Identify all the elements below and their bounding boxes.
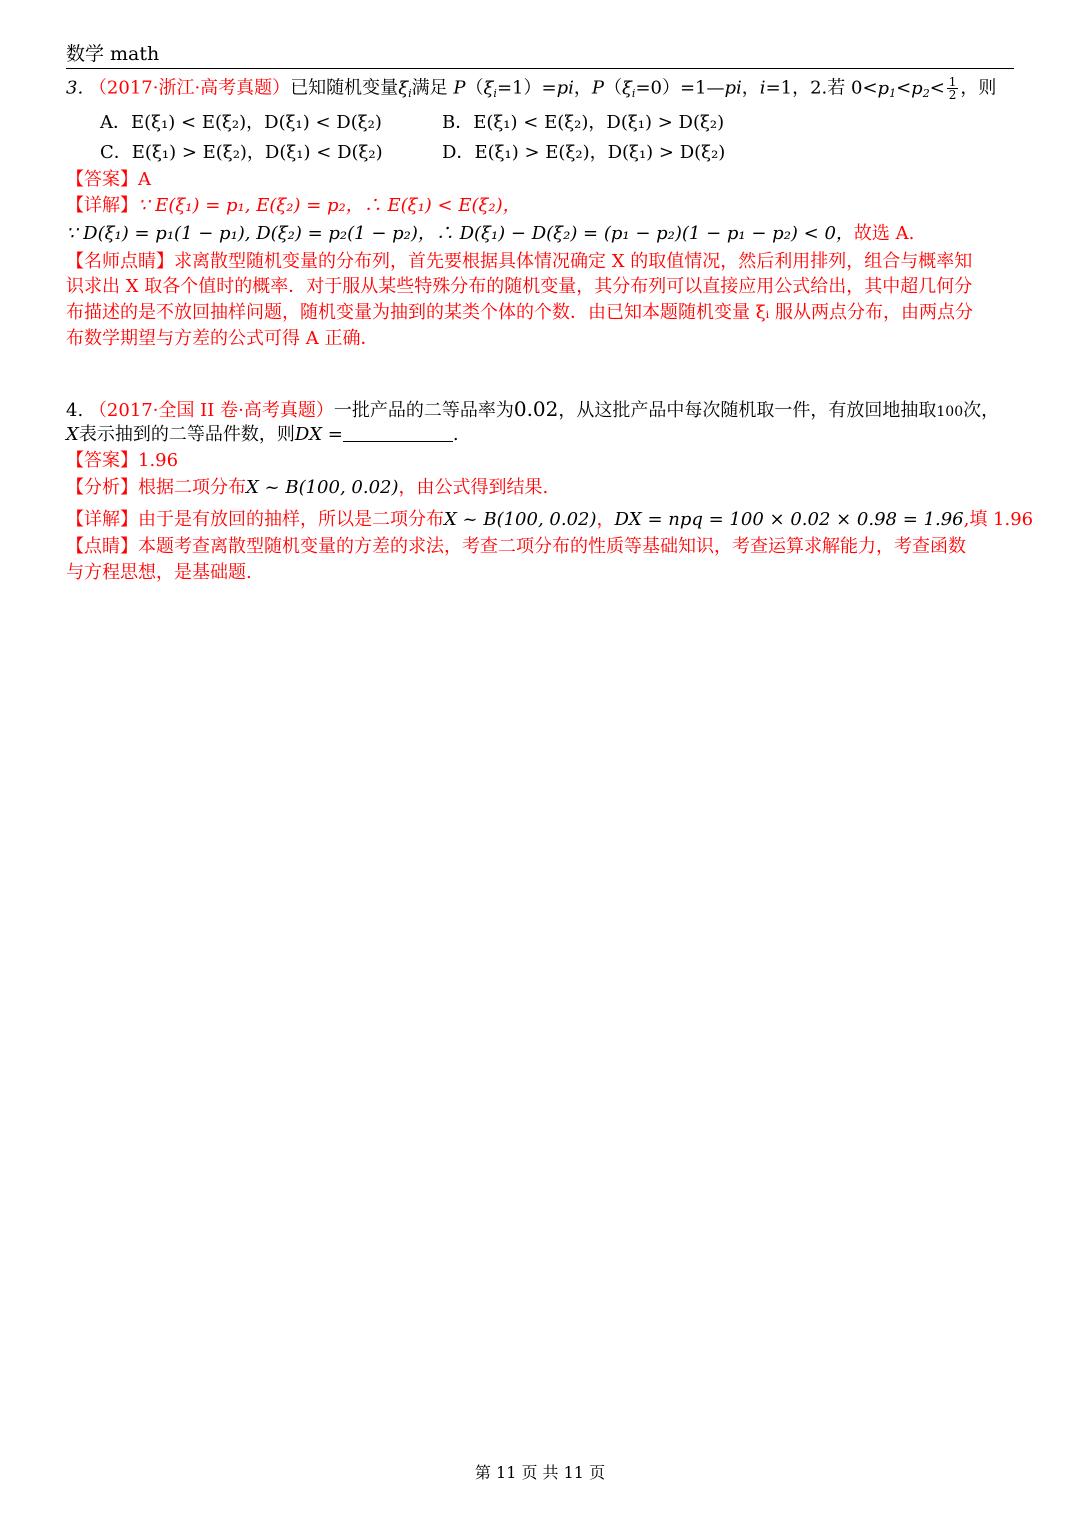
q3-option-c: [100, 141, 383, 165]
q3-stem-var: pi: [556, 77, 574, 99]
tip-text: 求离散型随机变量的分布列，首先要根据具体情况确定 X 的取值情况，然后利用排列，组合与概率知: [174, 251, 973, 272]
q3-stem-var: pi: [724, 77, 742, 99]
q3-stem-text: =0）=1—: [635, 77, 725, 99]
q3-xi-symbol: $\xi_i$: [621, 77, 636, 100]
detail-text: ,填 1.96: [963, 509, 1034, 530]
q3-p1: $p_1$: [877, 77, 897, 100]
q3-xi-symbol: $\xi_i$: [398, 77, 412, 100]
q3-fraction: [947, 76, 959, 101]
q4-stem-line1: [66, 397, 1021, 424]
q3-detail-line2: [66, 222, 1021, 246]
q4-source: （2017·全国 II 卷·高考真题）: [88, 400, 334, 421]
q4-stem-text: 次，: [963, 400, 1000, 421]
q3-stem-text: <: [929, 77, 945, 99]
q3-detail: [66, 194, 1021, 218]
q4-stem-line2: [66, 423, 1021, 447]
q4-stem-text: 一批产品的二等品率为: [333, 400, 514, 421]
q4-tip-line1: [66, 535, 1021, 559]
answer-value: 1.96: [138, 450, 179, 471]
q3-answer: [66, 168, 1021, 192]
q3-stem-text: =1）=: [496, 77, 557, 99]
tip-text: 布数学期望与方差的公式可得 A 正确．: [66, 328, 379, 349]
q4-stem-number: 0.02: [513, 397, 559, 421]
q3-tip-line2: [66, 275, 1021, 299]
q3-tip-line4: [66, 327, 1021, 351]
q4-number: 4.: [66, 400, 84, 421]
header-title: 数学 math: [66, 43, 160, 65]
q4-stem-number: 100: [936, 404, 964, 420]
option-label: C．: [100, 142, 132, 163]
detail-math: X ~ B(100, 0.02): [444, 509, 597, 530]
q3-stem-text: =1，2.若 0<: [765, 77, 878, 99]
answer-value: A: [138, 169, 151, 190]
tip-text: 与方程思想，是基础题.: [66, 562, 252, 583]
answer-label: 【答案】: [66, 169, 138, 190]
detail-text: ，: [596, 509, 615, 530]
option-text: E(ξ₁) < E(ξ₂)，D(ξ₁) > D(ξ₂): [473, 112, 725, 133]
q3-stem-text: （: [603, 77, 622, 99]
option-text: E(ξ₁) < E(ξ₂)，D(ξ₁) < D(ξ₂): [131, 112, 382, 133]
q3-number: 3.: [66, 77, 84, 99]
tip-text: 本题考查离散型随机变量的方差的求法，考查二项分布的性质等基础知识，考查运算求解能力，考查函数: [138, 536, 966, 557]
option-label: D．: [442, 142, 475, 163]
q4-stem-var: X: [66, 424, 79, 445]
q4-analysis: [66, 476, 1021, 500]
answer-label: 【答案】: [66, 450, 138, 471]
detail-text: 由于是有放回的抽样，所以是二项分布: [138, 509, 444, 530]
page-header: [66, 42, 1014, 69]
detail-label: 【详解】: [66, 509, 138, 530]
q3-xi-symbol: $\xi_i$: [483, 77, 497, 100]
q3-tip-line3: [66, 301, 1021, 325]
q4-answer: [66, 449, 1021, 473]
q3-stem-text: 满足: [411, 77, 454, 99]
q3-stem-text: ，: [741, 77, 760, 99]
q4-tip-line2: [66, 561, 1021, 585]
q3-source: （2017·浙江·高考真题）: [88, 77, 291, 99]
q3-stem-var: i: [759, 77, 766, 99]
detail-math: ∵ D(ξ₁) = p₁(1 − p₁), D(ξ₂) = p₂(1 − p₂)，∴ D(ξ₁) − D(ξ₂) = (p₁ − p₂)(1 − p₁ − p₂) < 0，: [66, 223, 854, 244]
detail-label: 【详解】: [66, 195, 138, 216]
page-number: 第 11 页 共 11 页: [474, 1463, 606, 1482]
q3-stem-text: （: [465, 77, 484, 99]
q3-option-b: [442, 111, 724, 135]
q3-stem-text: <: [896, 77, 912, 99]
q3-stem: [66, 76, 1021, 106]
tip-text: 布描述的是不放回抽样问题，随机变量为抽到的某类个体的个数．由已知本题随机变量 ξᵢ 服从两点分布，由两点分: [66, 302, 973, 323]
tip-label: 【点睛】: [66, 536, 138, 557]
q3-option-d: [442, 141, 725, 165]
detail-math: DX = npq = 100 × 0.02 × 0.98 = 1.96: [614, 509, 964, 530]
q4-stem-math: DX =: [294, 424, 343, 445]
detail-conclusion: 故选 A.: [853, 223, 915, 244]
option-label: B．: [442, 112, 474, 133]
option-text: E(ξ₁) > E(ξ₂)，D(ξ₁) > D(ξ₂): [474, 142, 726, 163]
q4-stem-text: ，从这批产品中每次随机取一件，有放回地抽取: [558, 400, 937, 421]
fraction-denominator: 2: [948, 88, 957, 102]
option-label: A．: [100, 112, 131, 133]
q3-p2: $p_2$: [911, 77, 930, 100]
q4-detail: [66, 508, 1034, 532]
q3-option-a: [100, 111, 382, 135]
analysis-text: ，由公式得到结果.: [398, 477, 549, 498]
option-text: E(ξ₁) > E(ξ₂)，D(ξ₁) < D(ξ₂): [131, 142, 383, 163]
q4-stem-text: 表示抽到的二等品件数，则: [78, 424, 295, 445]
q3-p-symbol: P: [591, 77, 604, 99]
tip-label: 【名师点睛】: [66, 251, 174, 272]
q3-stem-text: ，: [573, 77, 592, 99]
fraction-numerator: 1: [948, 75, 957, 89]
page-footer: [0, 1462, 1080, 1484]
q3-stem-text: 已知随机变量: [290, 77, 399, 99]
analysis-label: 【分析】: [66, 477, 138, 498]
tip-text: 识求出 X 取各个值时的概率．对于服从某些特殊分布的随机变量，其分布列可以直接应用公式给出，其中超几何分: [66, 276, 973, 297]
analysis-text: 根据二项分布: [138, 477, 246, 498]
q3-p-symbol: P: [453, 77, 466, 99]
detail-math: ∵ E(ξ₁) = p₁, E(ξ₂) = p₂，∴ E(ξ₁) < E(ξ₂)，: [138, 195, 521, 216]
q3-tip-line1: [66, 250, 1021, 274]
q4-stem-text: .: [452, 424, 459, 445]
answer-blank: [343, 423, 453, 442]
q3-stem-text: ，则: [960, 77, 997, 99]
analysis-math: X ~ B(100, 0.02): [246, 477, 399, 498]
